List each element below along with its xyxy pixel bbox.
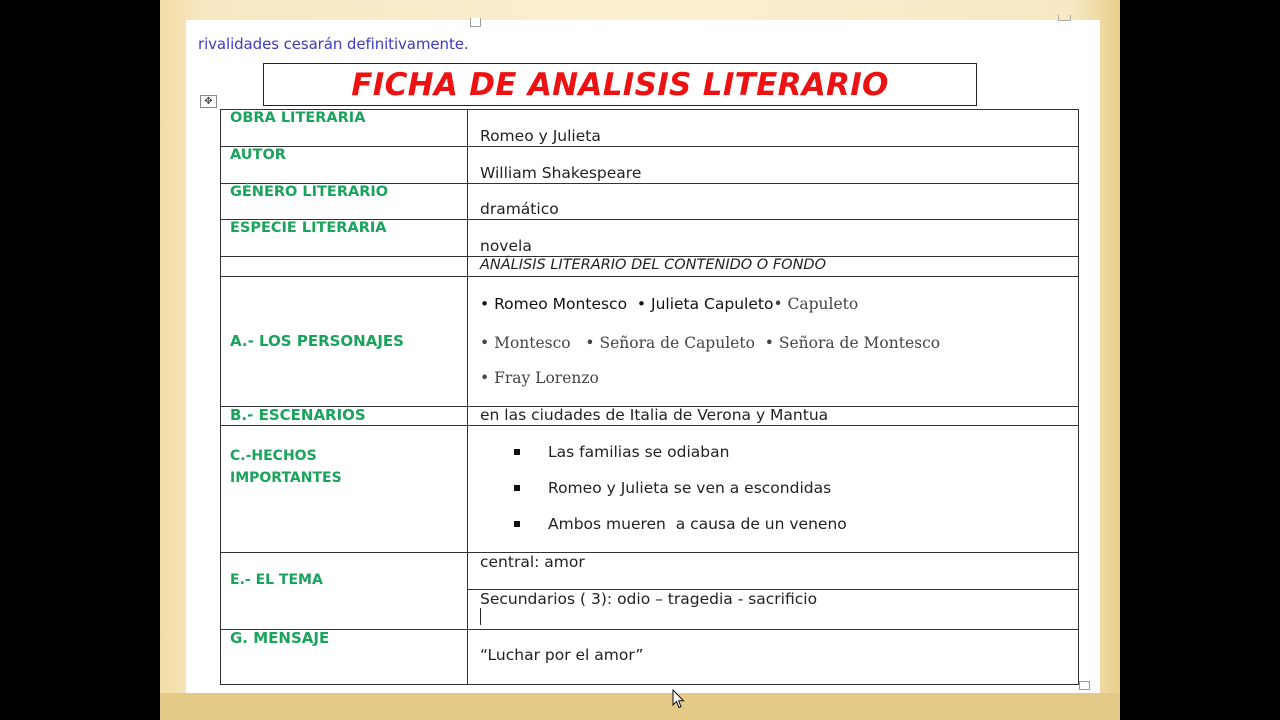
table-row bbox=[221, 184, 1079, 220]
resize-handle-top-right[interactable] bbox=[1058, 15, 1071, 21]
resize-handle-top[interactable] bbox=[470, 18, 481, 27]
value-obra: Romeo y Julieta bbox=[480, 127, 601, 145]
label-personajes bbox=[221, 277, 468, 407]
hechos-label-line-2: IMPORTANTES bbox=[230, 470, 342, 486]
table-move-icon[interactable]: ✥ bbox=[200, 95, 217, 108]
table-row bbox=[221, 110, 1079, 147]
hechos-list bbox=[480, 434, 1078, 542]
mensaje-cell[interactable] bbox=[468, 630, 1079, 685]
tema-central: central: amor bbox=[480, 553, 585, 571]
analisis-header: ANÁLISIS LITERARIO DEL CONTENIDO O FONDO bbox=[480, 257, 827, 273]
label-genero: GÉNERO LITERARIO bbox=[221, 184, 468, 220]
mouse-pointer-icon bbox=[672, 689, 686, 709]
personaje-item: Fray Lorenzo bbox=[494, 369, 599, 387]
text-cursor bbox=[480, 608, 481, 625]
table-row bbox=[221, 220, 1079, 257]
personajes-label-text: A.- LOS PERSONAJES bbox=[230, 332, 404, 350]
table-row bbox=[221, 257, 1079, 277]
table-row bbox=[221, 277, 1079, 407]
list-item bbox=[480, 470, 1078, 506]
table-row bbox=[221, 407, 1079, 426]
personajes-line-3: • Fray Lorenzo bbox=[480, 369, 599, 387]
value-autor-cell[interactable] bbox=[468, 147, 1079, 184]
label-obra: OBRA LITERARIA bbox=[221, 110, 468, 147]
previous-paragraph-text: rivalidades cesarán definitivamente. bbox=[198, 35, 469, 53]
table-row bbox=[221, 426, 1079, 553]
label-autor: AUTOR bbox=[221, 147, 468, 184]
tema-central-cell[interactable] bbox=[468, 553, 1079, 590]
hecho-text: Las familias se odiaban bbox=[548, 443, 730, 461]
tema-label-text: E.- EL TEMA bbox=[230, 572, 323, 588]
value-obra-cell[interactable] bbox=[468, 110, 1079, 147]
personaje-item: Capuleto bbox=[787, 295, 859, 313]
value-escenarios-cell[interactable] bbox=[468, 407, 1079, 426]
personaje-item: Señora de Montesco bbox=[778, 334, 941, 352]
slide-bottom-band bbox=[160, 693, 1120, 720]
value-especie: novela bbox=[480, 237, 532, 255]
label-hechos bbox=[221, 426, 468, 553]
hecho-text: Ambos mueren a causa de un veneno bbox=[548, 515, 847, 533]
value-mensaje: “Luchar por el amor” bbox=[480, 646, 644, 664]
personaje-item: Romeo Montesco bbox=[494, 295, 628, 313]
table-resize-handle-icon[interactable] bbox=[1079, 681, 1090, 690]
label-escenarios: B.- ESCENARIOS bbox=[221, 407, 468, 426]
analysis-table bbox=[220, 109, 1079, 685]
list-item bbox=[480, 506, 1078, 542]
value-especie-cell[interactable] bbox=[468, 220, 1079, 257]
value-genero-cell[interactable] bbox=[468, 184, 1079, 220]
personaje-item: Montesco bbox=[494, 334, 571, 352]
tema-secundarios: Secundarios ( 3): odio – tragedia - sacrificio bbox=[480, 590, 818, 608]
value-genero: dramático bbox=[480, 200, 559, 218]
analisis-header-cell[interactable] bbox=[468, 257, 1079, 277]
label-mensaje: G. MENSAJE bbox=[221, 630, 468, 685]
document-title: FICHA DE ANALISIS LITERARIO bbox=[351, 66, 889, 103]
personajes-cell[interactable] bbox=[468, 277, 1079, 407]
table-row bbox=[221, 147, 1079, 184]
list-item bbox=[480, 434, 1078, 470]
hecho-text: Romeo y Julieta se ven a escondidas bbox=[548, 479, 832, 497]
value-autor: William Shakespeare bbox=[480, 164, 642, 182]
table-row bbox=[221, 630, 1079, 685]
title-box[interactable] bbox=[263, 63, 977, 106]
personajes-line-1: • Romeo Montesco • Julieta Capuleto • Capuleto bbox=[480, 295, 859, 313]
tema-secundarios-cell[interactable] bbox=[468, 590, 1079, 630]
personaje-item: Señora de Capuleto bbox=[599, 334, 755, 352]
label-tema bbox=[221, 553, 468, 630]
square-bullet-icon bbox=[514, 485, 520, 491]
label-especie: ESPECIE LITERARIA bbox=[221, 220, 468, 257]
empty-label-cell bbox=[221, 257, 468, 277]
hechos-label-line-1: C.-HECHOS bbox=[230, 448, 317, 464]
square-bullet-icon bbox=[514, 521, 520, 527]
value-escenarios: en las ciudades de Italia de Verona y Mantua bbox=[480, 406, 829, 424]
personajes-line-2: • Montesco • Señora de Capuleto • Señora de Montesco bbox=[480, 334, 941, 352]
table-row bbox=[221, 553, 1079, 590]
square-bullet-icon bbox=[514, 449, 520, 455]
personaje-item: Julieta Capuleto bbox=[651, 295, 774, 313]
hechos-cell[interactable] bbox=[468, 426, 1079, 553]
